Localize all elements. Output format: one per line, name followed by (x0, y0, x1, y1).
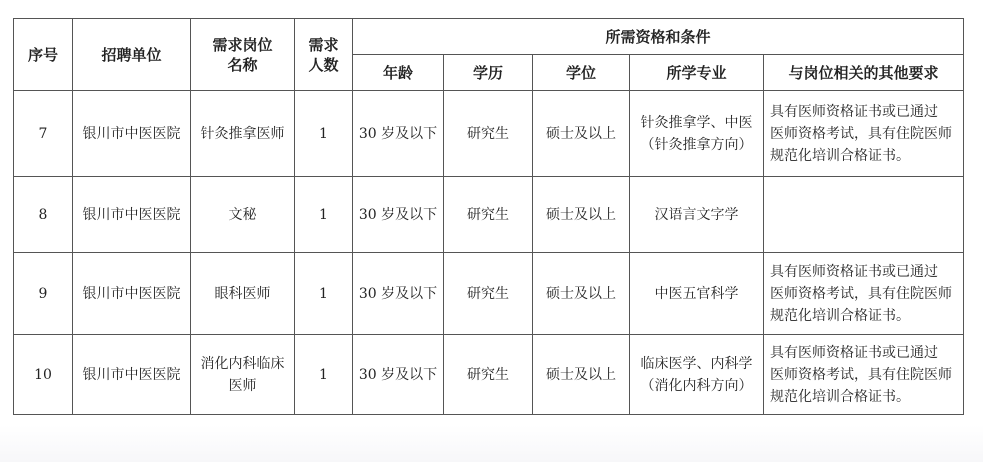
cell-position: 消化内科临床 医师 (191, 335, 295, 415)
cell-other: 具有医师资格证书或已通过 医师资格考试，具有住院医师 规范化培训合格证书。 (764, 335, 964, 415)
header-age: 年龄 (353, 55, 444, 91)
table-row (14, 177, 964, 253)
cell-other: 具有医师资格证书或已通过 医师资格考试，具有住院医师 规范化培训合格证书。 (764, 253, 964, 335)
cell-count: 1 (295, 253, 353, 335)
cell-position: 针灸推拿医师 (191, 91, 295, 177)
cell-position: 眼科医师 (191, 253, 295, 335)
header-other: 与岗位相关的其他要求 (764, 55, 964, 91)
header-unit: 招聘单位 (73, 19, 191, 91)
cell-major: 临床医学、内科学 （消化内科方向） (630, 335, 764, 415)
cell-unit: 银川市中医医院 (73, 177, 191, 253)
cell-degree: 硕士及以上 (533, 335, 630, 415)
cell-major: 针灸推拿学、中医 （针灸推拿方向） (630, 91, 764, 177)
cell-seq: 7 (14, 91, 73, 177)
cell-age: 30 岁及以下 (353, 253, 444, 335)
cell-other (764, 177, 964, 253)
cell-unit: 银川市中医医院 (73, 253, 191, 335)
cell-unit: 银川市中医医院 (73, 335, 191, 415)
cell-count: 1 (295, 335, 353, 415)
cell-age: 30 岁及以下 (353, 177, 444, 253)
cell-position: 文秘 (191, 177, 295, 253)
header-seq: 序号 (14, 19, 73, 91)
cell-seq: 10 (14, 335, 73, 415)
cell-seq: 8 (14, 177, 73, 253)
cell-education: 研究生 (444, 253, 533, 335)
header-position: 需求岗位 名称 (191, 19, 295, 91)
page-bottom-shade (0, 425, 983, 462)
header-degree: 学位 (533, 55, 630, 91)
cell-seq: 9 (14, 253, 73, 335)
cell-count: 1 (295, 177, 353, 253)
cell-major: 汉语言文字学 (630, 177, 764, 253)
cell-other: 具有医师资格证书或已通过 医师资格考试，具有住院医师 规范化培训合格证书。 (764, 91, 964, 177)
cell-education: 研究生 (444, 177, 533, 253)
table-row (14, 253, 964, 335)
table-row (14, 91, 964, 177)
cell-education: 研究生 (444, 91, 533, 177)
cell-degree: 硕士及以上 (533, 253, 630, 335)
header-qualifications: 所需资格和条件 (353, 19, 964, 55)
header-major: 所学专业 (630, 55, 764, 91)
header-education: 学历 (444, 55, 533, 91)
cell-education: 研究生 (444, 335, 533, 415)
recruitment-table (13, 18, 964, 415)
cell-degree: 硕士及以上 (533, 91, 630, 177)
header-count: 需求 人数 (295, 19, 353, 91)
cell-count: 1 (295, 91, 353, 177)
cell-degree: 硕士及以上 (533, 177, 630, 253)
cell-unit: 银川市中医医院 (73, 91, 191, 177)
cell-major: 中医五官科学 (630, 253, 764, 335)
table-row (14, 335, 964, 415)
cell-age: 30 岁及以下 (353, 335, 444, 415)
cell-age: 30 岁及以下 (353, 91, 444, 177)
